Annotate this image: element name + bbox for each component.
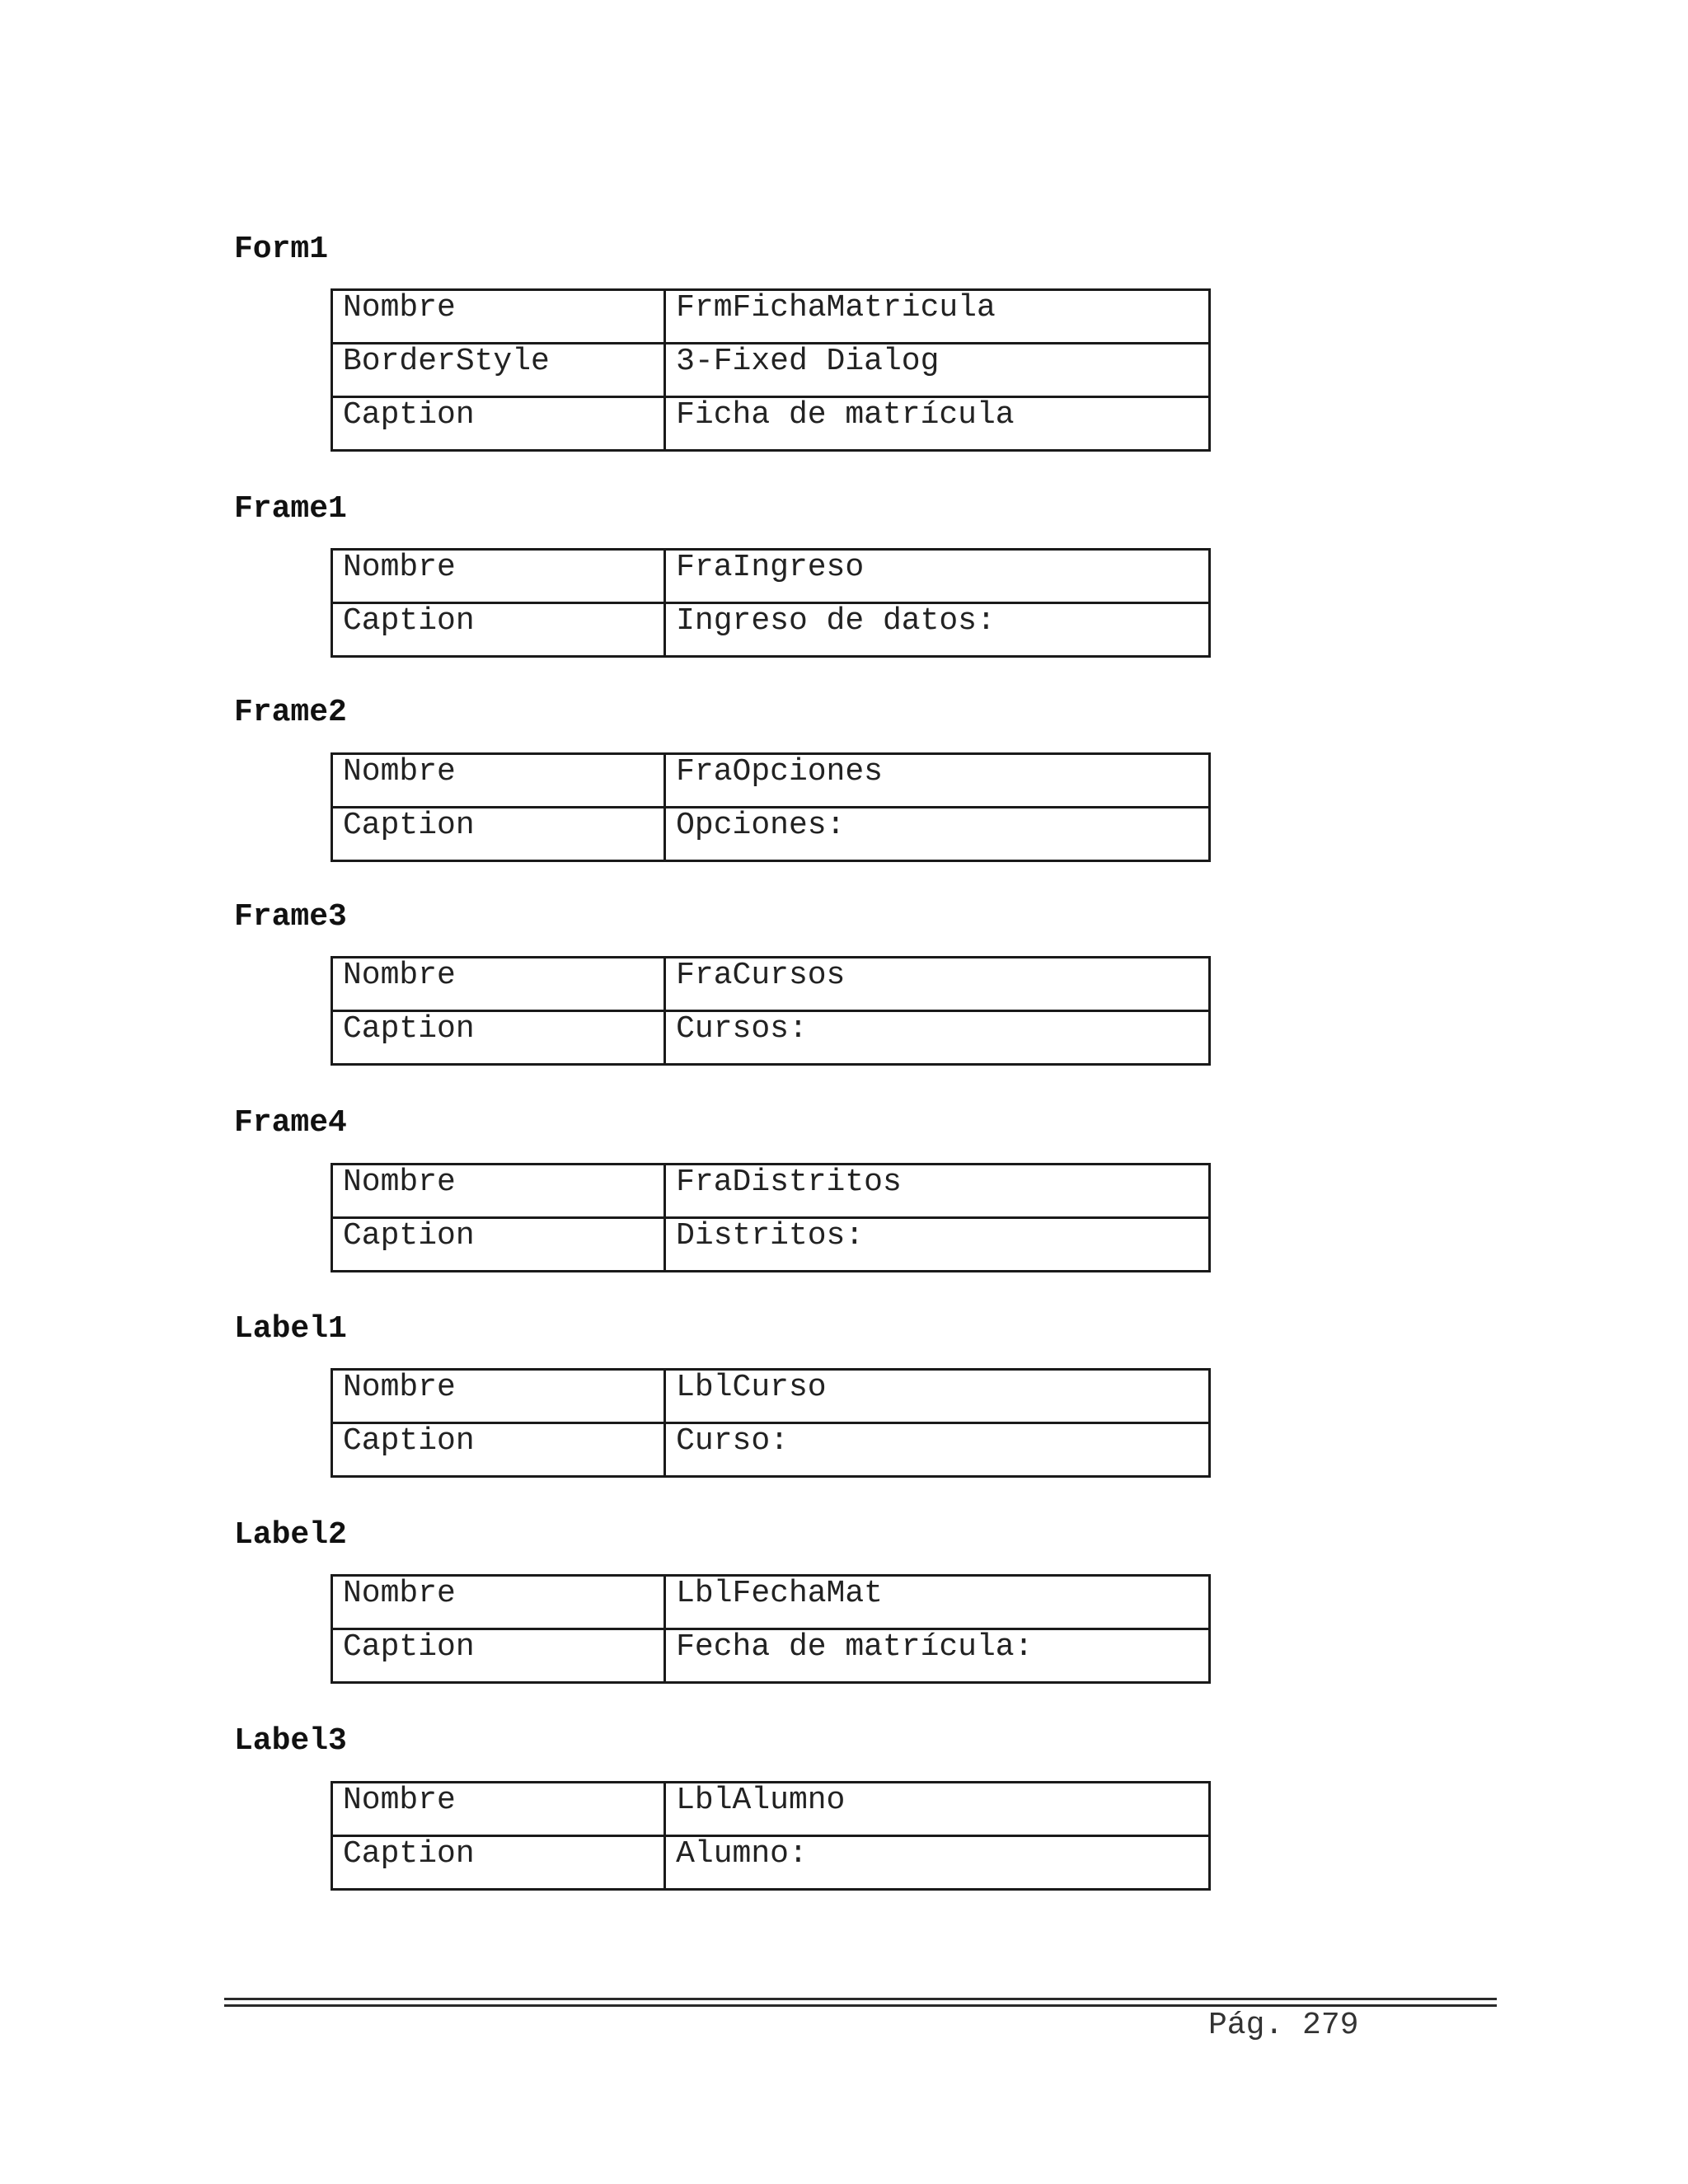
table-row: [332, 958, 1210, 1011]
property-value: FraCursos: [665, 958, 1210, 1011]
page-number: Pág. 279: [1208, 2008, 1359, 2043]
property-value: LblFechaMat: [665, 1576, 1210, 1629]
table-row: [332, 1629, 1210, 1683]
footer-rule: [224, 2004, 1497, 2007]
property-name: BorderStyle: [332, 344, 665, 397]
property-name: Nombre: [332, 1370, 665, 1423]
table-row: [332, 1370, 1210, 1423]
property-name: Caption: [332, 1011, 665, 1065]
section-heading: Frame3: [234, 899, 347, 935]
table-row: [332, 808, 1210, 861]
table-row: [332, 603, 1210, 657]
property-value: Ficha de matrícula: [665, 397, 1210, 451]
section-heading: Form1: [234, 232, 329, 267]
property-name: Nombre: [332, 550, 665, 603]
property-value: Opciones:: [665, 808, 1210, 861]
table-row: [332, 550, 1210, 603]
section-heading: Label1: [234, 1311, 347, 1347]
property-table: [331, 1781, 1211, 1891]
property-value: LblAlumno: [665, 1783, 1210, 1836]
section-heading: Frame2: [234, 695, 347, 730]
property-name: Caption: [332, 1629, 665, 1683]
property-value: FrmFichaMatricula: [665, 290, 1210, 344]
property-value: Cursos:: [665, 1011, 1210, 1065]
property-table: [331, 548, 1211, 658]
table-row: [332, 1576, 1210, 1629]
property-table: [331, 288, 1211, 452]
table-row: [332, 344, 1210, 397]
property-value: Ingreso de datos:: [665, 603, 1210, 657]
section-heading: Frame1: [234, 491, 347, 527]
property-value: Curso:: [665, 1423, 1210, 1477]
table-row: [332, 1165, 1210, 1218]
table-row: [332, 290, 1210, 344]
property-table: [331, 752, 1211, 862]
property-name: Nombre: [332, 754, 665, 808]
property-name: Caption: [332, 397, 665, 451]
property-name: Caption: [332, 1218, 665, 1272]
table-row: [332, 1011, 1210, 1065]
property-value: Distritos:: [665, 1218, 1210, 1272]
property-value: 3-Fixed Dialog: [665, 344, 1210, 397]
property-name: Nombre: [332, 1576, 665, 1629]
property-name: Nombre: [332, 1783, 665, 1836]
table-row: [332, 1423, 1210, 1477]
property-name: Caption: [332, 808, 665, 861]
property-name: Caption: [332, 1423, 665, 1477]
section-heading: Frame4: [234, 1105, 347, 1141]
property-name: Caption: [332, 603, 665, 657]
property-value: Fecha de matrícula:: [665, 1629, 1210, 1683]
table-row: [332, 1783, 1210, 1836]
table-row: [332, 397, 1210, 451]
section-heading: Label2: [234, 1517, 347, 1553]
property-name: Nombre: [332, 290, 665, 344]
property-value: Alumno:: [665, 1836, 1210, 1890]
property-table: [331, 1163, 1211, 1272]
property-name: Nombre: [332, 958, 665, 1011]
property-value: FraIngreso: [665, 550, 1210, 603]
table-row: [332, 1836, 1210, 1890]
footer-rule: [224, 1998, 1497, 2000]
section-heading: Label3: [234, 1723, 347, 1759]
table-row: [332, 754, 1210, 808]
property-name: Nombre: [332, 1165, 665, 1218]
property-value: LblCurso: [665, 1370, 1210, 1423]
property-value: FraDistritos: [665, 1165, 1210, 1218]
property-table: [331, 1574, 1211, 1684]
property-table: [331, 956, 1211, 1066]
table-row: [332, 1218, 1210, 1272]
property-name: Caption: [332, 1836, 665, 1890]
property-value: FraOpciones: [665, 754, 1210, 808]
property-table: [331, 1368, 1211, 1478]
